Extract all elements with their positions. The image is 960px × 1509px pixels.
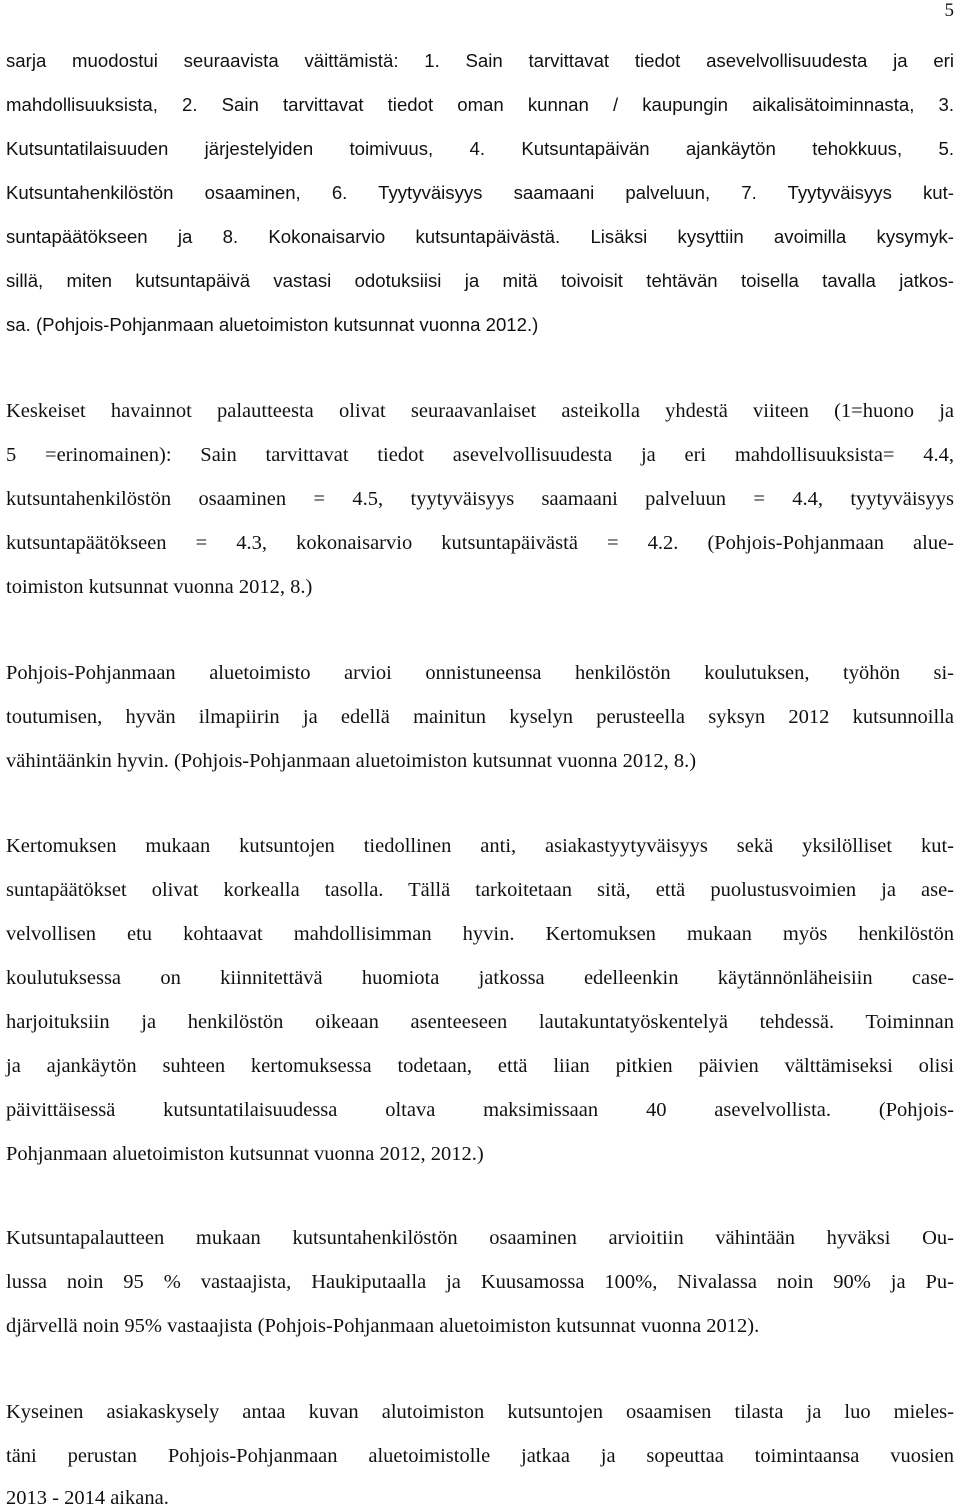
text-line: 2013 - 2014 aikana.	[6, 1487, 169, 1509]
text-line: djärvellä noin 95% vastaajista (Pohjois-Pohjanmaan aluetoimiston kutsunnat vuonna 2012).	[6, 1315, 760, 1337]
text-line: sa. (Pohjois-Pohjanmaan aluetoimiston kutsunnat vuonna 2012.)	[6, 314, 539, 335]
text-line: Pohjois-Pohjanmaan aluetoimisto arvioi onnistuneensa henkilöstön koulutuksen, työhön si-	[6, 662, 954, 684]
page-number: 5	[944, 0, 954, 21]
text-line: Kutsuntapalautteen mukaan kutsuntahenkilöstön osaaminen arvioitiin vähintään hyväksi Ou-	[6, 1227, 954, 1249]
text-line: koulutuksessa on kiinnitettävä huomiota jatkossa edelleenkin käytännönläheisiin case-	[6, 967, 954, 989]
text-line: Kyseinen asiakaskysely antaa kuvan alutoimiston kutsuntojen osaamisen tilasta ja luo mieles-	[6, 1401, 954, 1423]
text-line: kutsuntahenkilöstön osaaminen = 4.5, tyytyväisyys saamaani palveluun = 4.4, tyytyväisyys	[6, 488, 954, 510]
text-line: Kutsuntahenkilöstön osaaminen, 6. Tyytyväisyys saamaani palveluun, 7. Tyytyväisyys kut-	[6, 182, 954, 203]
text-line: sillä, miten kutsuntapäivä vastasi odotuksiisi ja mitä toivoisit tehtävän toisella tavalla jatkos-	[6, 270, 954, 291]
text-line: Pohjanmaan aluetoimiston kutsunnat vuonna 2012, 2012.)	[6, 1143, 484, 1165]
text-line: päivittäisessä kutsuntatilaisuudessa oltava maksimissaan 40 asevelvollista. (Pohjois-	[6, 1099, 954, 1121]
text-line: velvollisen etu kohtaavat mahdollisimman hyvin. Kertomuksen mukaan myös henkilöstön	[6, 923, 954, 945]
text-line: vähintäänkin hyvin. (Pohjois-Pohjanmaan aluetoimiston kutsunnat vuonna 2012, 8.)	[6, 750, 697, 772]
text-line: Kertomuksen mukaan kutsuntojen tiedollinen anti, asiakastyytyväisyys sekä yksilölliset kut-	[6, 835, 954, 857]
text-line: täni perustan Pohjois-Pohjanmaan aluetoimistolle jatkaa ja sopeuttaa toimintaansa vuosien	[6, 1445, 954, 1467]
text-line: suntapäätökset olivat korkealla tasolla. Tällä tarkoitetaan sitä, että puolustusvoimien ja ase-	[6, 879, 954, 901]
text-line: Kutsuntatilaisuuden järjestelyiden toimivuus, 4. Kutsuntapäivän ajankäytön tehokkuus, 5.	[6, 138, 954, 159]
text-line: sarja muodostui seuraavista väittämistä: 1. Sain tarvittavat tiedot asevelvollisuudesta ja eri	[6, 50, 954, 71]
text-line: harjoituksiin ja henkilöstön oikeaan asenteeseen lautakuntatyöskentelyä tehdessä. Toiminnan	[6, 1011, 954, 1033]
text-line: Keskeiset havainnot palautteesta olivat seuraavanlaiset asteikolla yhdestä viiteen (1=huono ja	[6, 400, 954, 422]
text-line: mahdollisuuksista, 2. Sain tarvittavat tiedot oman kunnan / kaupungin aikalisätoiminnasta, 3.	[6, 94, 954, 115]
text-line: toimiston kutsunnat vuonna 2012, 8.)	[6, 576, 313, 598]
text-line: ja ajankäytön suhteen kertomuksessa todetaan, että liian pitkien päivien välttämiseksi olisi	[6, 1055, 954, 1077]
text-line: suntapäätökseen ja 8. Kokonaisarvio kutsuntapäivästä. Lisäksi kysyttiin avoimilla kysymyk-	[6, 226, 954, 247]
text-line: 5 =erinomainen): Sain tarvittavat tiedot asevelvollisuudesta ja eri mahdollisuuksista= 4.4,	[6, 444, 954, 466]
text-line: lussa noin 95 % vastaajista, Haukiputaalla ja Kuusamossa 100%, Nivalassa noin 90% ja Pu-	[6, 1271, 954, 1293]
text-line: kutsuntapäätökseen = 4.3, kokonaisarvio kutsuntapäivästä = 4.2. (Pohjois-Pohjanmaan alue-	[6, 532, 954, 554]
text-line: toutumisen, hyvän ilmapiirin ja edellä mainitun kyselyn perusteella syksyn 2012 kutsunnoilla	[6, 706, 954, 728]
